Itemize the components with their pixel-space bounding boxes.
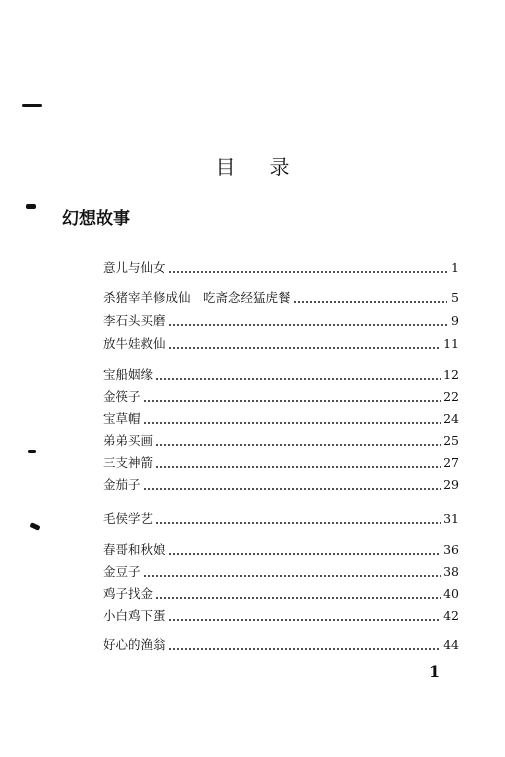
toc-entry-title: 好心的渔翁 <box>103 637 166 652</box>
toc-entry-title: 春哥和秋娘 <box>103 542 166 557</box>
dot-leader <box>168 311 447 331</box>
dot-leader <box>155 431 441 451</box>
toc-entry[interactable] <box>103 509 459 529</box>
toc-entry-title: 金茄子 <box>103 477 141 492</box>
toc-entry-page: 42 <box>443 608 459 623</box>
toc-entry-page: 27 <box>443 455 459 470</box>
toc-entry-title: 宝草帽 <box>103 411 141 426</box>
toc-entry-title: 毛侯学艺 <box>103 511 154 526</box>
toc-entry-title: 意儿与仙女 <box>103 260 166 275</box>
scan-mark <box>22 104 42 107</box>
toc-entry[interactable] <box>103 453 459 473</box>
toc-entry-title: 放牛娃救仙 <box>103 336 166 351</box>
toc-entry-page: 44 <box>443 637 459 652</box>
toc-entry-page: 31 <box>443 511 459 526</box>
dot-leader <box>143 562 442 582</box>
toc-entry-page: 1 <box>451 260 459 275</box>
page-number: 1 <box>429 662 441 681</box>
toc-entry[interactable] <box>103 258 459 278</box>
toc-entry[interactable] <box>103 635 459 655</box>
dot-leader <box>293 288 447 308</box>
toc-entry[interactable] <box>103 365 459 385</box>
dot-leader <box>168 540 442 560</box>
toc-entry-title: 鸡子找金 <box>103 586 154 601</box>
toc-entry[interactable] <box>103 584 459 604</box>
toc-entry-page: 24 <box>443 411 459 426</box>
toc-entry-page: 25 <box>443 433 459 448</box>
toc-entry-page: 38 <box>443 564 459 579</box>
dot-leader <box>155 365 441 385</box>
dot-leader <box>155 584 441 604</box>
title-char-left: 目 <box>215 155 236 179</box>
toc-entry-page: 36 <box>443 542 459 557</box>
toc-entry-page: 5 <box>451 290 459 305</box>
title-char-right: 录 <box>269 155 290 179</box>
toc-entry[interactable] <box>103 540 459 560</box>
toc-entry-page: 9 <box>451 313 459 328</box>
dot-leader <box>168 334 442 354</box>
page-title <box>0 151 505 180</box>
toc-entry-title: 金豆子 <box>103 564 141 579</box>
toc-entry-page: 11 <box>443 336 459 351</box>
toc-entry-page: 22 <box>443 389 459 404</box>
toc-entry[interactable] <box>103 431 459 451</box>
dot-leader <box>143 387 442 407</box>
dot-leader <box>143 409 442 429</box>
toc-entry[interactable] <box>103 606 459 626</box>
toc-entry-title: 杀猪宰羊修成仙 吃斋念经猛虎餐 <box>103 290 291 305</box>
dot-leader <box>143 475 442 495</box>
toc-entry[interactable] <box>103 475 459 495</box>
dot-leader <box>168 606 442 626</box>
dot-leader <box>155 453 441 473</box>
toc-entry[interactable] <box>103 387 459 407</box>
scan-mark <box>28 450 36 453</box>
scan-mark <box>29 522 40 531</box>
toc-entry-title: 三支神箭 <box>103 455 154 470</box>
toc-entry[interactable] <box>103 311 459 331</box>
section-heading: 幻想故事 <box>62 209 130 229</box>
toc-entry[interactable] <box>103 334 459 354</box>
dot-leader <box>168 635 442 655</box>
toc-entry-title: 宝船姻缘 <box>103 367 154 382</box>
toc-entry-title: 弟弟买画 <box>103 433 154 448</box>
toc-entry-title: 金筷子 <box>103 389 141 404</box>
toc-entry-page: 29 <box>443 477 459 492</box>
toc-entry-page: 12 <box>443 367 459 382</box>
toc-entry[interactable] <box>103 562 459 582</box>
dot-leader <box>155 509 441 529</box>
toc-entry[interactable] <box>103 409 459 429</box>
toc-entry-page: 40 <box>443 586 459 601</box>
scan-mark <box>26 204 36 209</box>
toc-entry[interactable] <box>103 288 459 308</box>
toc-entry-title: 小白鸡下蛋 <box>103 608 166 623</box>
dot-leader <box>168 258 447 278</box>
toc-entry-title: 李石头买磨 <box>103 313 166 328</box>
